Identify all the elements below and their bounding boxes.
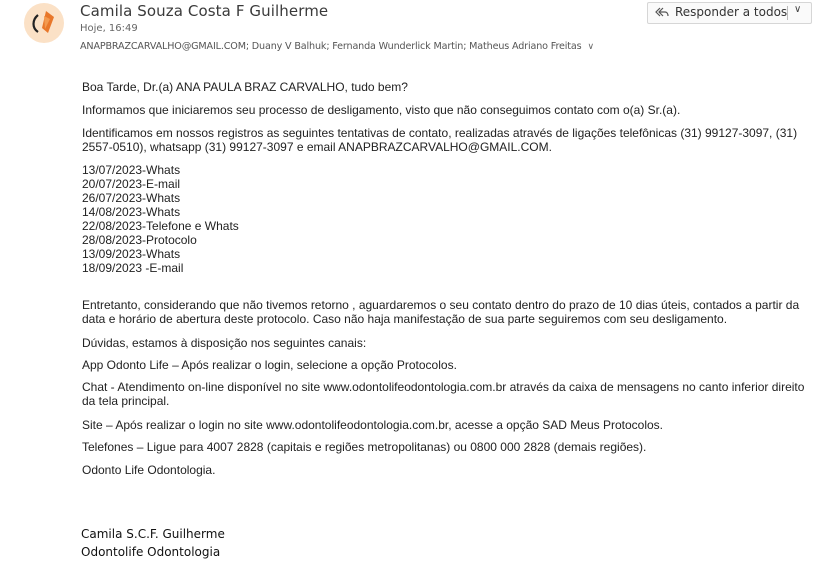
- signature-name: Camila S.C.F. Guilherme: [81, 527, 225, 541]
- body-paragraph: App Odonto Life – Após realizar o login, selecione a opção Protocolos.: [82, 358, 457, 372]
- body-paragraph: Odonto Life Odontologia.: [82, 463, 216, 477]
- body-paragraph: Site – Após realizar o login no site www.odontolifeodontologia.com.br, acesse a opção SAD Meus Protocolos.: [82, 418, 663, 432]
- body-paragraph: Telefones – Ligue para 4007 2828 (capitais e regiões metropolitanas) ou 0800 000 2828 (demais regiões).: [82, 440, 647, 454]
- body-paragraph: Identificamos em nossos registros as seguintes tentativas de contato, realizadas através de ligações telefônicas (31) 99127-3097, (31) 2557-0510), whatsapp (31) 99127-3097 e email ANAPBRAZCARVALHO@GMAIL.COM.: [82, 126, 798, 154]
- button-divider: [787, 6, 788, 20]
- signature-company: Odontolife Odontologia: [81, 545, 221, 559]
- message-header: [0, 0, 821, 62]
- list-item: 20/07/2023-E-mail: [82, 177, 181, 191]
- list-item: 13/09/2023-Whats: [82, 247, 181, 261]
- list-item: 18/09/2023 -E-mail: [82, 261, 184, 275]
- reply-all-icon: [655, 5, 669, 22]
- body-paragraph: Dúvidas, estamos à disposição nos seguintes canais:: [82, 336, 367, 350]
- list-item: 26/07/2023-Whats: [82, 191, 181, 205]
- reply-all-label: Responder a todos: [675, 5, 788, 19]
- body-paragraph: Entretanto, considerando que não tivemos retorno , aguardaremos o seu contato dentro do prazo de 10 dias úteis, contados a partir da data e horário de abertura deste protocolo. Caso não haja manifestação de sua parte seguiremos com seu desligamento.: [82, 298, 800, 326]
- greeting: Boa Tarde, Dr.(a) ANA PAULA BRAZ CARVALHO, tudo bem?: [82, 80, 408, 94]
- contact-attempts-list: [82, 163, 239, 275]
- list-item: 13/07/2023-Whats: [82, 163, 181, 177]
- list-item: 28/08/2023-Protocolo: [82, 233, 197, 247]
- body-paragraph: Chat - Atendimento on-line disponível no site www.odontolifeodontologia.com.br através da caixa de mensagens no canto inferior direito da tela principal.: [82, 380, 805, 408]
- list-item: 22/08/2023-Telefone e Whats: [82, 219, 239, 233]
- company-logo-icon: [24, 3, 64, 43]
- signature: [81, 525, 225, 561]
- recipients-list: ANAPBRAZCARVALHO@GMAIL.COM; Duany V Balhuk; Fernanda Wunderlick Martin; Matheus Adriano Freitas: [80, 41, 582, 52]
- caret-down-icon[interactable]: ∨: [794, 4, 802, 15]
- recipients-line: [80, 41, 594, 52]
- reply-all-button[interactable]: [647, 2, 812, 24]
- chevron-down-icon[interactable]: ∨: [587, 42, 594, 52]
- sender-name: Camila Souza Costa F Guilherme: [80, 2, 329, 20]
- body-paragraph: Informamos que iniciaremos seu processo de desligamento, visto que não conseguimos contato com o(a) Sr.(a).: [82, 103, 681, 117]
- list-item: 14/08/2023-Whats: [82, 205, 181, 219]
- company-logo-avatar: [24, 3, 64, 43]
- message-time: Hoje, 16:49: [80, 23, 138, 34]
